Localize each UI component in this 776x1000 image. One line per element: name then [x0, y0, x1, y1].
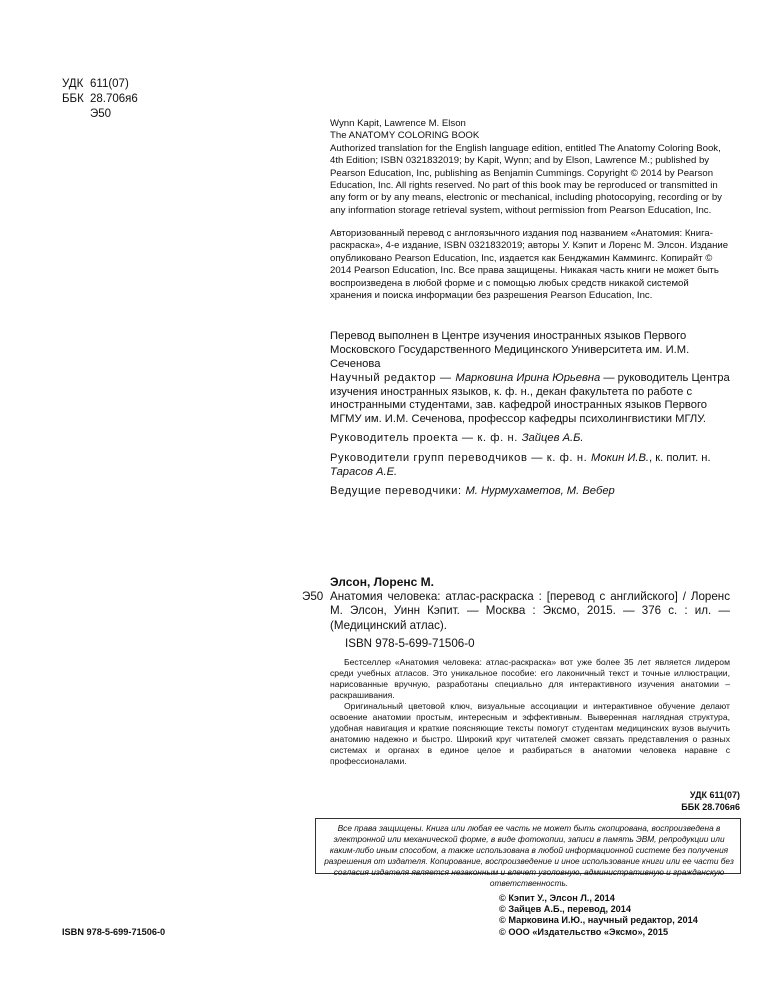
catalog-sign: Э50 [302, 590, 324, 603]
catalog-isbn: ISBN 978-5-699-71506-0 [345, 637, 475, 650]
scientific-editor [330, 372, 730, 426]
copyright-lines [499, 893, 698, 938]
translation-institution: Перевод выполнен в Центре изучения иностранных языков Первого Московского Государственного Медицинского Университета им. И.М. Сеченова [330, 330, 690, 370]
copyright-line: © Зайцев А.Б., перевод, 2014 [499, 904, 632, 915]
annotation-paragraph: Бестселлер «Анатомия человека: атлас-раскраска» вот уже более 35 лет является лидером среди учебных атласов. Это уникальное пособие: его лаконичный текст и точные иллюстрации, нарисованные вручную, разработаны специально для интерактивного изучения анатомии – раскрашивания. [330, 657, 730, 700]
rights-notice-box [315, 818, 741, 888]
english-copyright-block [330, 118, 730, 217]
annotation [330, 657, 730, 767]
classification-block [62, 77, 138, 122]
original-authors: Wynn Kapit, Lawrence M. Elson [330, 118, 466, 129]
original-title: The ANATOMY COLORING BOOK [330, 130, 480, 142]
editor-description: — руководитель Центра изучения иностранных языков, к. ф. н., декан факультета по работе с иностранными студентами, зав. кафедрой иностранных языков Первого МГМУ им. И.М. Сеченова, профессор кафедры психолингвистики МГЛУ. [330, 372, 730, 425]
project-name: Зайцев А.Б. [521, 432, 584, 445]
footer-isbn: ISBN 978-5-699-71506-0 [62, 927, 166, 937]
groups-mid: , к. полит. н. [649, 451, 711, 464]
catalog-bbk: ББК 28.706я6 [681, 801, 740, 812]
editor-label: Научный редактор — [330, 372, 456, 384]
editor-name: Марковина Ирина Юрьевна [455, 372, 601, 384]
copyright-line: © ООО «Издательство «Эксмо», 2015 [499, 926, 669, 937]
udk-row [62, 77, 138, 92]
groups-name-2: Тарасов А.Е. [330, 465, 398, 478]
catalog-description: Анатомия человека: атлас-раскраска : [перевод с английского] / Лоренс М. Элсон, Уинн Кэпит. — Москва : Эксмо, 2015. — 376 с. : ил. — (Медицинский атлас). [330, 590, 730, 632]
bbk-row [62, 92, 138, 107]
group-leads [330, 452, 730, 479]
groups-label: Руководители групп переводчиков — к. ф. н. [330, 451, 592, 464]
author-sign: Э50 [90, 108, 112, 120]
english-rights-text: Authorized translation for the English language edition, entitled The Anatomy Coloring Book, 4th Edition; ISBN 0321832019; by Kapit, Wynn; and by Elson, Lawrence M.; published by Pearson Education, Inc, publishing as Benjamin Cummings. Copyright © 2014 by Pearson Education, Inc. All rights reserved. No part of this book may be reproduced or transmitted in any form or by any means, electronic or mechanical, including photocopying, recording or by any information storage retrieval system, without permission from Pearson Education, Inc. [330, 142, 722, 216]
bbk-value: 28.706я6 [90, 93, 138, 105]
lead-names: М. Нурмухаметов, М. Вебер [465, 485, 615, 498]
catalog-udk: УДК 611(07) [689, 790, 740, 800]
catalog-author: Элсон, Лоренс М. [330, 575, 434, 589]
project-label: Руководитель проекта — к. ф. н. [330, 432, 522, 445]
udk-label: УДК [62, 78, 84, 90]
bbk-label: ББК [62, 93, 84, 105]
annotation-paragraph: Оригинальный цветовой ключ, визуальные ассоциации и интерактивное обучение делают освоение анатомии простым, интересным и эффективным. Выверенная наглядная структура, удобная навигация и краткие поясняющие тексты помогут студентам медицинских вузов выучить анатомию надежно и быстро. Широкий круг читателей сможет связать представления о разных системах и органах в единое целое и разбираться в анатомии человека наравне с профессионалами. [330, 701, 730, 766]
rights-notice-text: Все права защищены. Книга или любая ее часть не может быть скопирована, воспроизведена в электронной или механической форме, в виде фотокопии, записи в память ЭВМ, репродукции или каким-либо иным способом, а также использована в любой информационной системе без получения разрешения от издателя. Копирование, воспроизведение и иное использование книги или ее части без согласия издателя является незаконным и влечет уголовную, административную и гражданскую ответственность. [324, 823, 734, 888]
staff-credits [330, 372, 730, 505]
catalog-classification [660, 790, 740, 813]
udk-value: 611(07) [90, 78, 129, 90]
groups-name-1: Мокин И.В. [591, 451, 650, 464]
copyright-line: © Кэпит У., Элсон Л., 2014 [499, 893, 615, 903]
lead-label: Ведущие переводчики: [330, 485, 466, 498]
copyright-line: © Марковина И.Ю., научный редактор, 2014 [499, 915, 698, 926]
russian-rights-text: Авторизованный перевод с англоязычного издания под названием «Анатомия: Книга-раскраска», 4-е издание, ISBN 0321832019; авторы У. Кэпит и Лоренс М. Элсон. Издание опубликовано Pearson Education, Inc, издается как Бенджамин Каммингс. Копирайт © 2014 Pearson Education, Inc. Все права защищены. Никакая часть книги не может быть воспроизведена в любой форме и с помощью любых средств никакой системой хранения и поиска информации без разрешения Pearson Education, Inc. [330, 228, 729, 302]
lead-translators [330, 485, 730, 499]
project-lead [330, 432, 730, 446]
